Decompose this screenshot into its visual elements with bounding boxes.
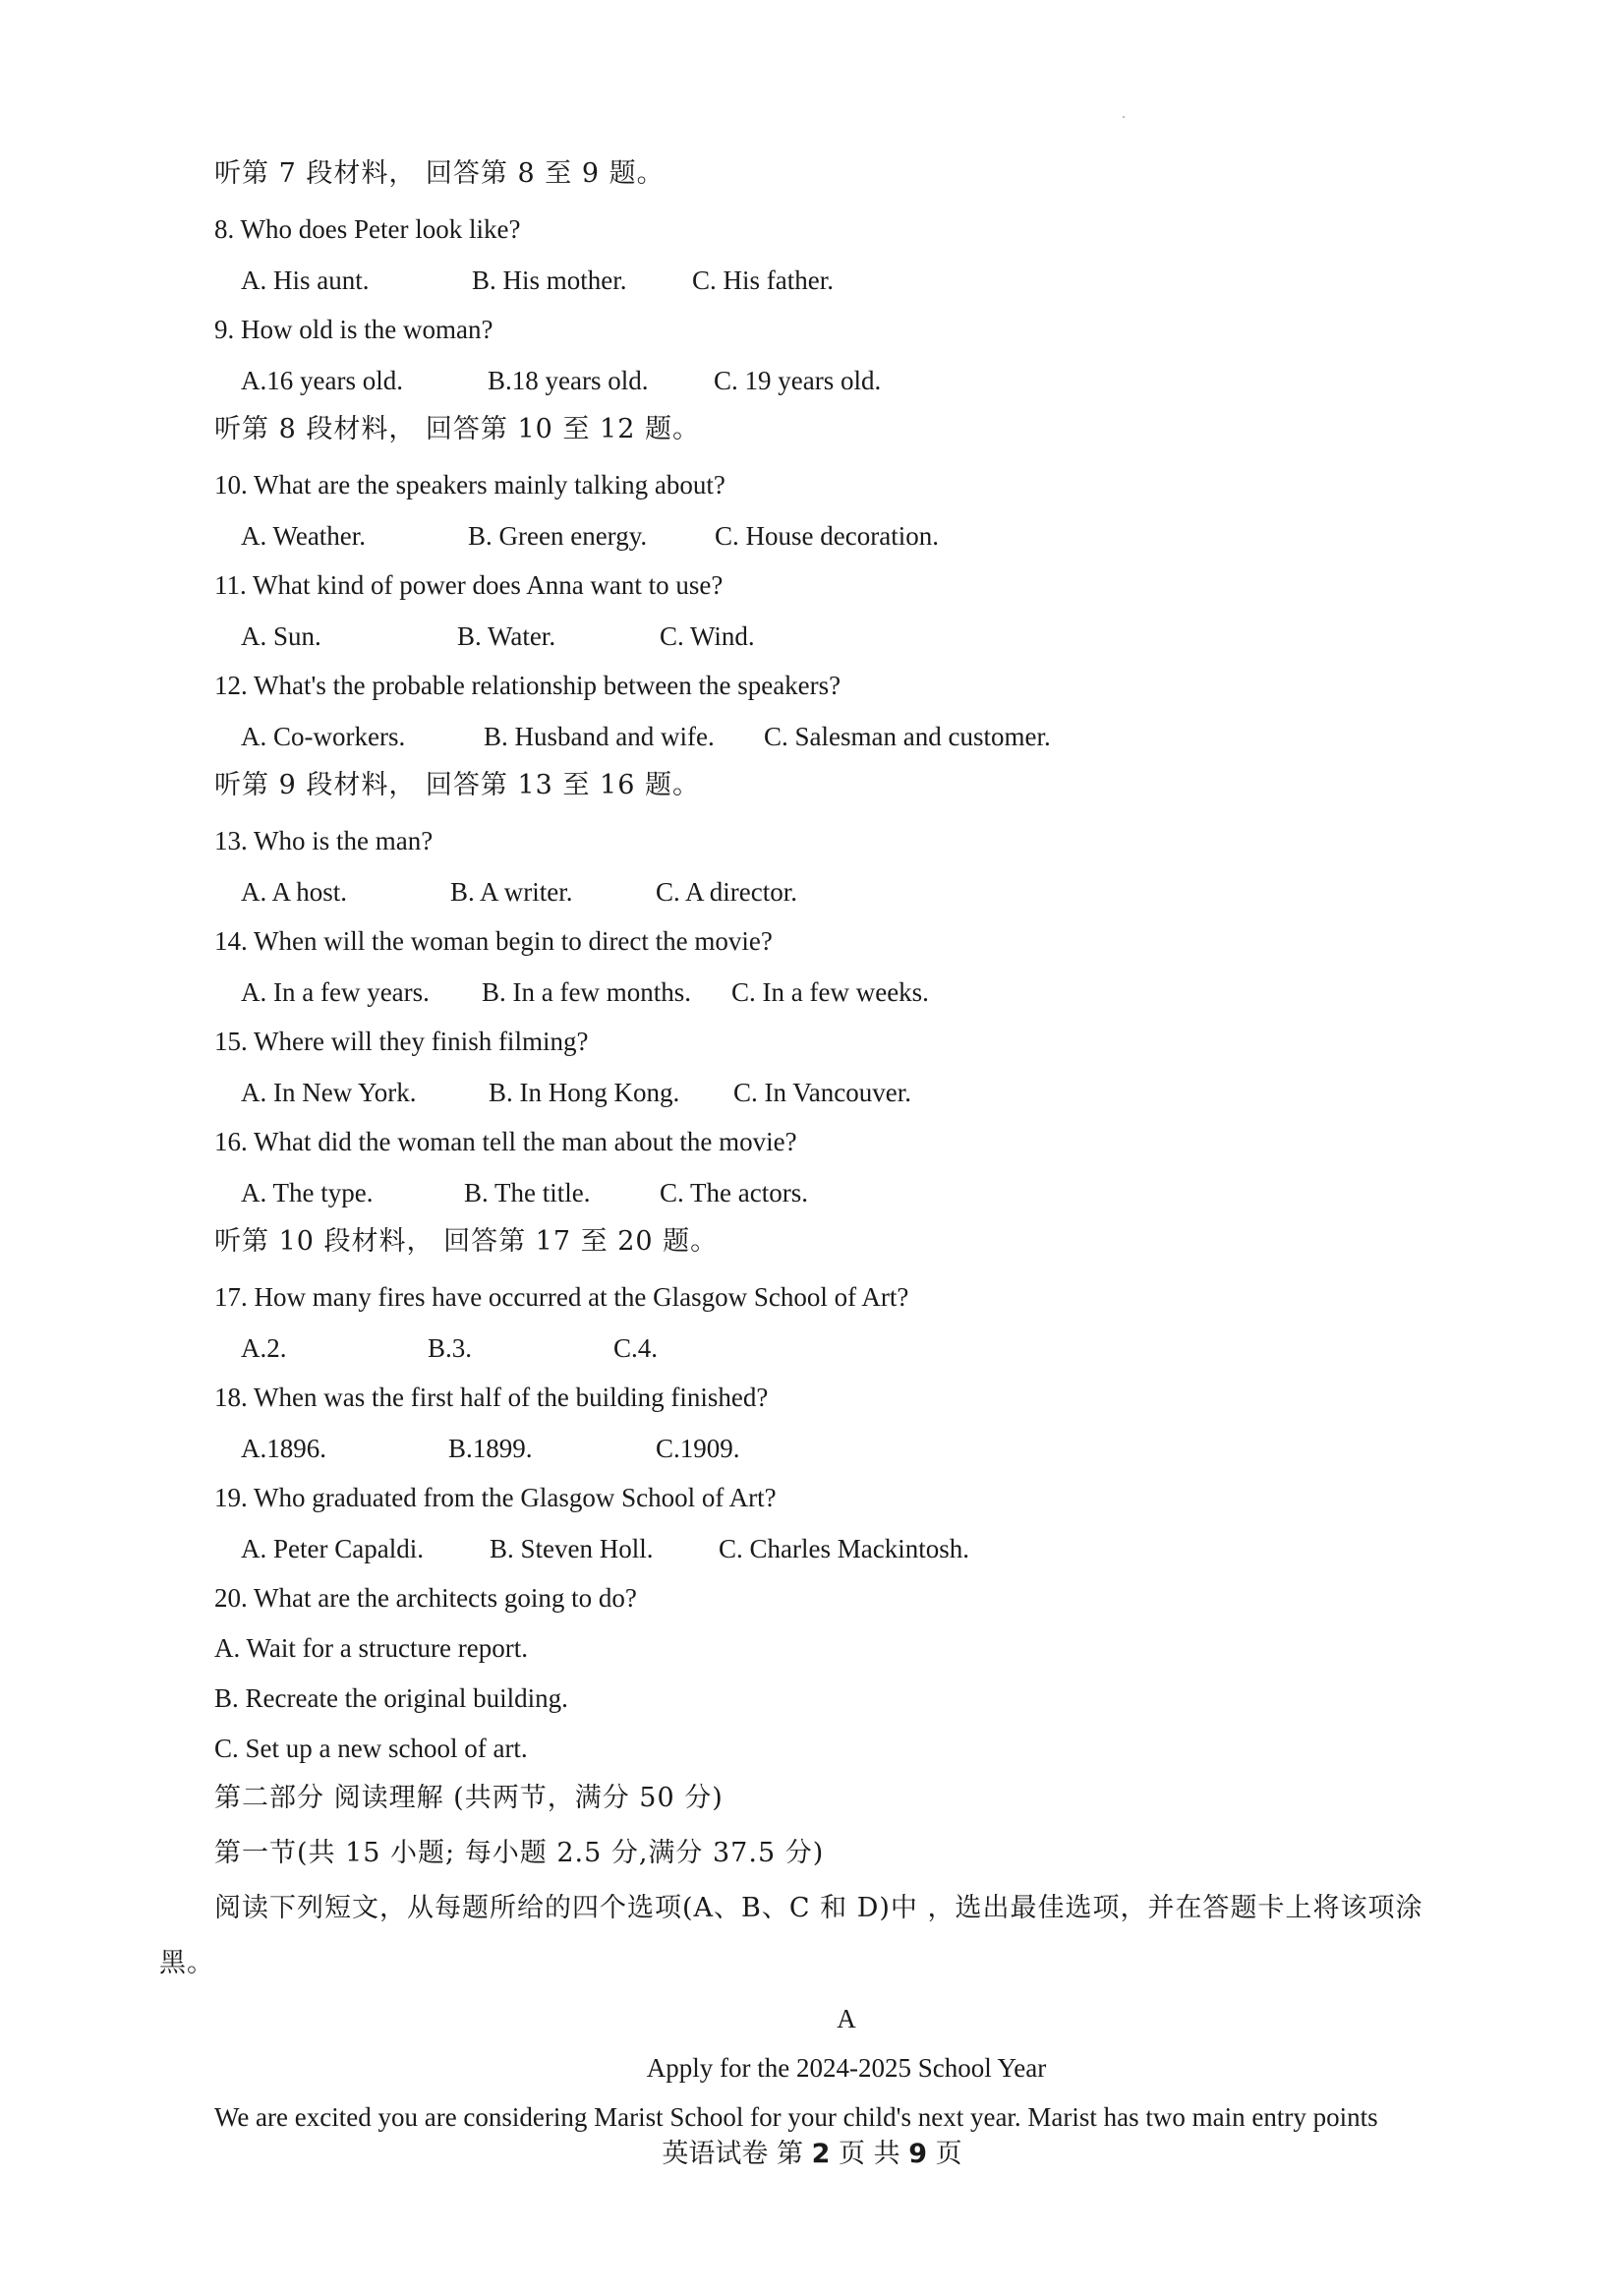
option-a: A. Weather. — [241, 521, 367, 551]
option-a: A. The type. — [241, 1178, 374, 1207]
scan-speck — [1123, 116, 1125, 118]
option-b: B. Water. — [457, 621, 556, 651]
option-a: A. Sun. — [241, 621, 321, 651]
footer-mid: 页 共 — [839, 2139, 900, 2169]
section-heading: 听第 9 段材料， 回答第 13 至 16 题。 — [214, 770, 700, 800]
option-a: A.2. — [241, 1333, 287, 1363]
option-c: C. The actors. — [660, 1178, 808, 1207]
option-c: C. In a few weeks. — [731, 977, 929, 1007]
question-18: 18. When was the first half of the building finished? — [214, 1383, 769, 1412]
footer-suffix: 页 — [935, 2139, 962, 2169]
question-10: 10. What are the speakers mainly talking about? — [214, 470, 725, 500]
option-b: B. Husband and wife. — [484, 722, 715, 751]
instructions: 阅读下列短文，从每题所给的四个选项(A、B、C 和 D)中 ，选出最佳选项，并在答题卡上将该项涂 — [214, 1893, 1423, 1923]
footer-prefix: 英语试卷 第 — [662, 2139, 804, 2169]
option-c: C. Charles Mackintosh. — [719, 1534, 969, 1563]
option-a: A. His aunt. — [241, 265, 370, 295]
option-c: C. His father. — [692, 265, 834, 295]
option-b: B. A writer. — [450, 877, 573, 907]
option-b: B. Green energy. — [468, 521, 648, 551]
option-c: C. Set up a new school of art. — [214, 1734, 528, 1763]
option-a: A.16 years old. — [241, 366, 403, 395]
instructions-continued: 黑。 — [159, 1948, 214, 1978]
option-c: C. Salesman and customer. — [764, 722, 1051, 751]
question-8: 8. Who does Peter look like? — [214, 214, 521, 244]
option-c: C. Wind. — [660, 621, 755, 651]
question-20: 20. What are the architects going to do? — [214, 1583, 637, 1613]
part-heading: 第二部分 阅读理解 (共两节，满分 50 分) — [214, 1783, 724, 1813]
option-b: B. Recreate the original building. — [214, 1683, 568, 1713]
passage-letter: A — [837, 2004, 856, 2033]
option-a: A. Peter Capaldi. — [241, 1534, 424, 1563]
question-16: 16. What did the woman tell the man about the movie? — [214, 1127, 797, 1156]
section-heading: 听第 10 段材料， 回答第 17 至 20 题。 — [214, 1226, 719, 1257]
question-9: 9. How old is the woman? — [214, 315, 493, 344]
section-heading: 第一节(共 15 小题; 每小题 2.5 分,满分 37.5 分) — [214, 1838, 825, 1868]
option-c: C. In Vancouver. — [733, 1078, 911, 1107]
option-a: A. In a few years. — [241, 977, 430, 1007]
option-a: A.1896. — [241, 1434, 326, 1463]
footer-total-pages: 9 — [908, 2139, 927, 2169]
passage-title: Apply for the 2024-2025 School Year — [646, 2053, 1047, 2083]
footer-page-number: 2 — [811, 2139, 831, 2169]
option-c: C. House decoration. — [715, 521, 939, 551]
section-heading: 听第 7 段材料， 回答第 8 至 9 题。 — [214, 158, 665, 189]
option-c: C. 19 years old. — [714, 366, 882, 395]
section-heading: 听第 8 段材料， 回答第 10 至 12 题。 — [214, 414, 700, 444]
question-15: 15. Where will they finish filming? — [214, 1027, 589, 1056]
question-12: 12. What's the probable relationship between the speakers? — [214, 671, 841, 700]
option-b: B. Steven Holl. — [490, 1534, 654, 1563]
question-19: 19. Who graduated from the Glasgow School of Art? — [214, 1483, 777, 1512]
question-13: 13. Who is the man? — [214, 826, 434, 855]
question-17: 17. How many fires have occurred at the Glasgow School of Art? — [214, 1282, 909, 1312]
question-14: 14. When will the woman begin to direct the movie? — [214, 926, 773, 956]
option-b: B.1899. — [448, 1434, 533, 1463]
passage-text: We are excited you are considering Marist School for your child's next year. Marist has two main entry points — [214, 2102, 1378, 2132]
question-11: 11. What kind of power does Anna want to use? — [214, 570, 724, 600]
option-b: B. In a few months. — [482, 977, 691, 1007]
option-b: B. In Hong Kong. — [489, 1078, 680, 1107]
option-c: C.4. — [613, 1333, 659, 1363]
option-c: C. A director. — [656, 877, 797, 907]
option-a: A. In New York. — [241, 1078, 417, 1107]
page-footer — [0, 2138, 1624, 2171]
option-b: B. The title. — [464, 1178, 591, 1207]
option-c: C.1909. — [656, 1434, 740, 1463]
option-a: A. A host. — [241, 877, 348, 907]
option-b: B. His mother. — [472, 265, 627, 295]
option-a: A. Co-workers. — [241, 722, 406, 751]
option-b: B.18 years old. — [488, 366, 649, 395]
option-a: A. Wait for a structure report. — [214, 1633, 528, 1663]
option-b: B.3. — [428, 1333, 473, 1363]
